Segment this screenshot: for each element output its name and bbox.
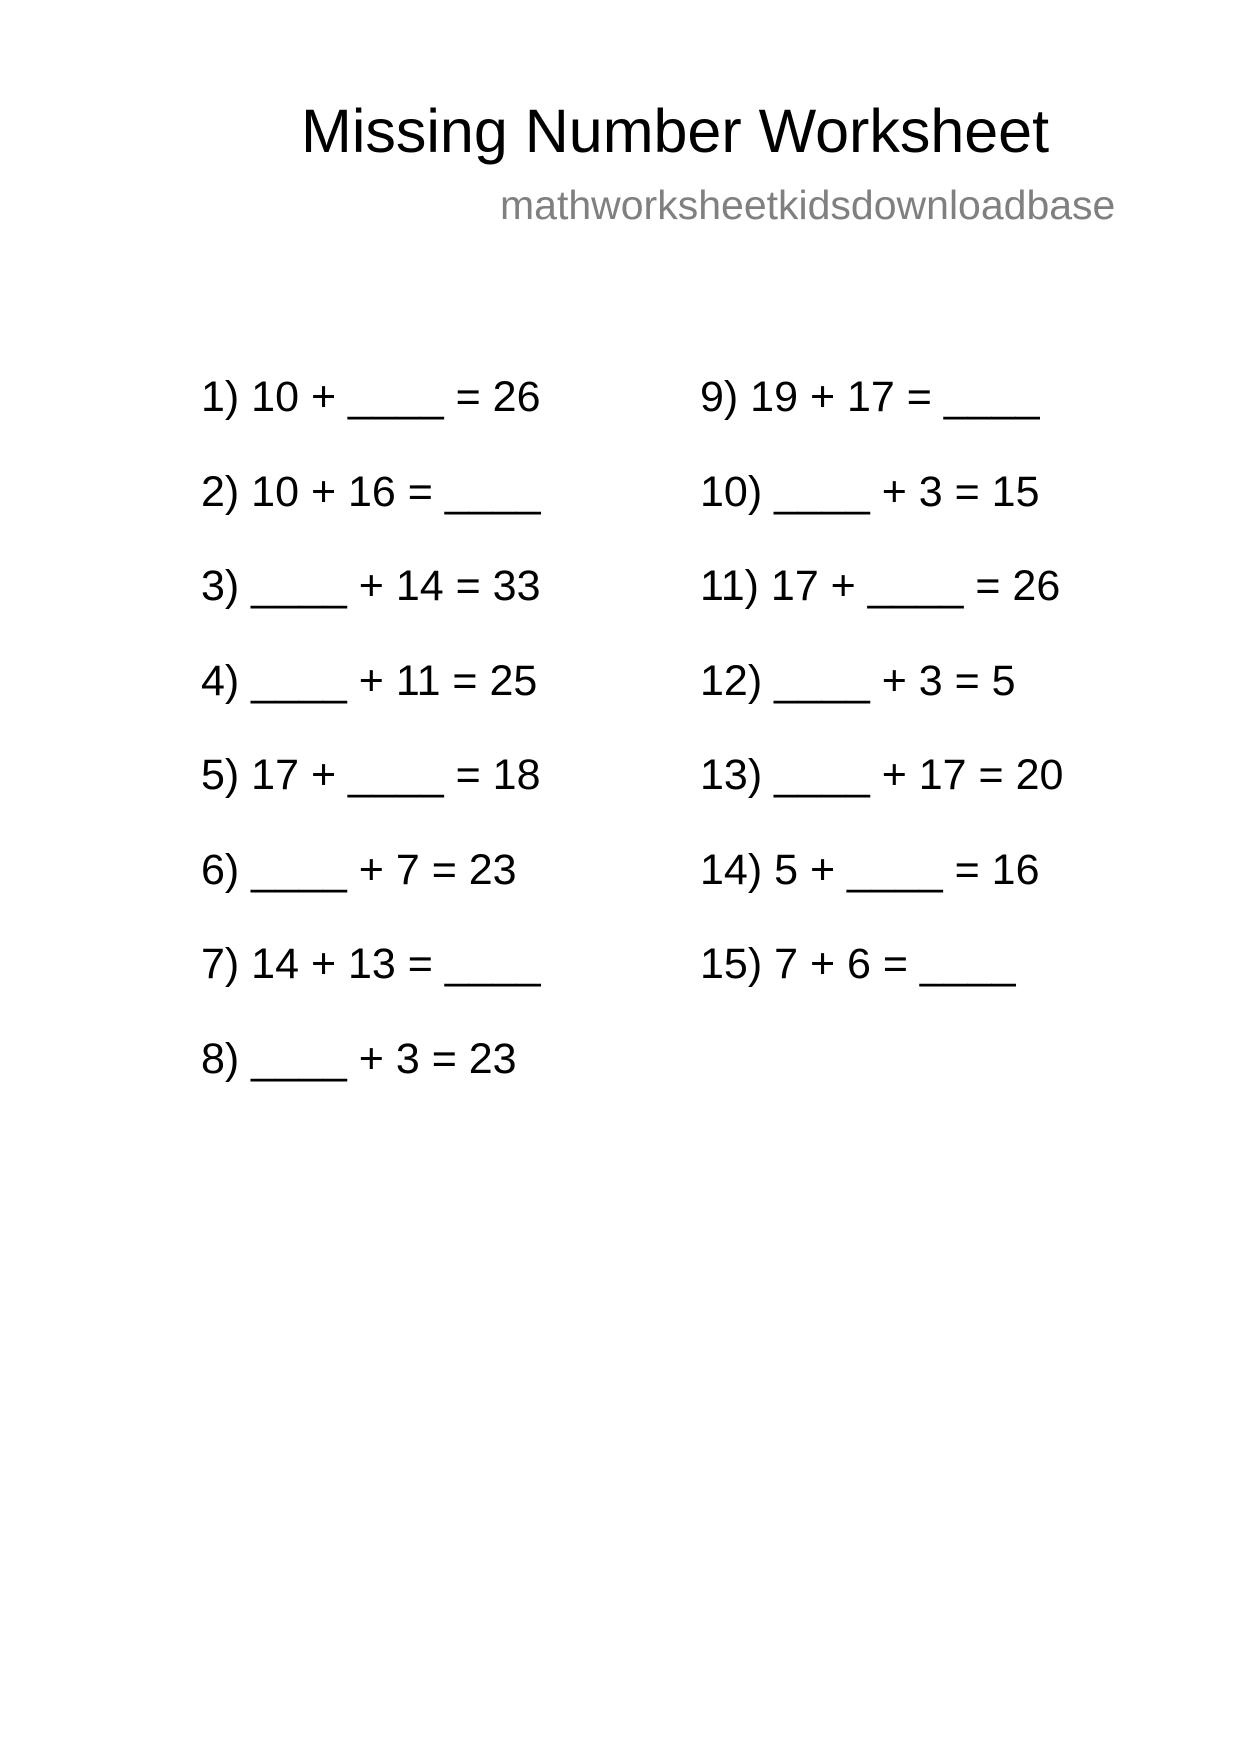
problems-left-column — [201, 350, 541, 1106]
problem-5: 5) 17 + ____ = 18 — [201, 751, 541, 799]
problem-11: 11) 17 + ____ = 26 — [700, 562, 1061, 610]
problem-13: 13) ____ + 17 = 20 — [700, 751, 1064, 799]
problem-7: 7) 14 + 13 = ____ — [201, 940, 541, 988]
problem-3: 3) ____ + 14 = 33 — [201, 562, 541, 610]
problem-2: 2) 10 + 16 = ____ — [201, 467, 541, 516]
problem-6: 6) ____ + 7 = 23 — [201, 845, 517, 894]
problem-15: 15) 7 + 6 = ____ — [700, 940, 1016, 988]
problem-8: 8) ____ + 3 = 23 — [201, 1034, 517, 1083]
problems-right-column — [700, 350, 1063, 1012]
problem-1: 1) 10 + ____ = 26 — [201, 373, 541, 421]
problem-14: 14) 5 + ____ = 16 — [700, 845, 1040, 894]
problem-9: 9) 19 + 17 = ____ — [700, 373, 1040, 421]
worksheet-source-watermark: mathworksheetkidsdownloadbase — [500, 182, 1116, 228]
problem-10: 10) ____ + 3 = 15 — [700, 467, 1040, 516]
problem-4: 4) ____ + 11 = 25 — [201, 656, 538, 705]
problem-12: 12) ____ + 3 = 5 — [700, 656, 1016, 705]
worksheet-title: Missing Number Worksheet — [301, 97, 1050, 165]
